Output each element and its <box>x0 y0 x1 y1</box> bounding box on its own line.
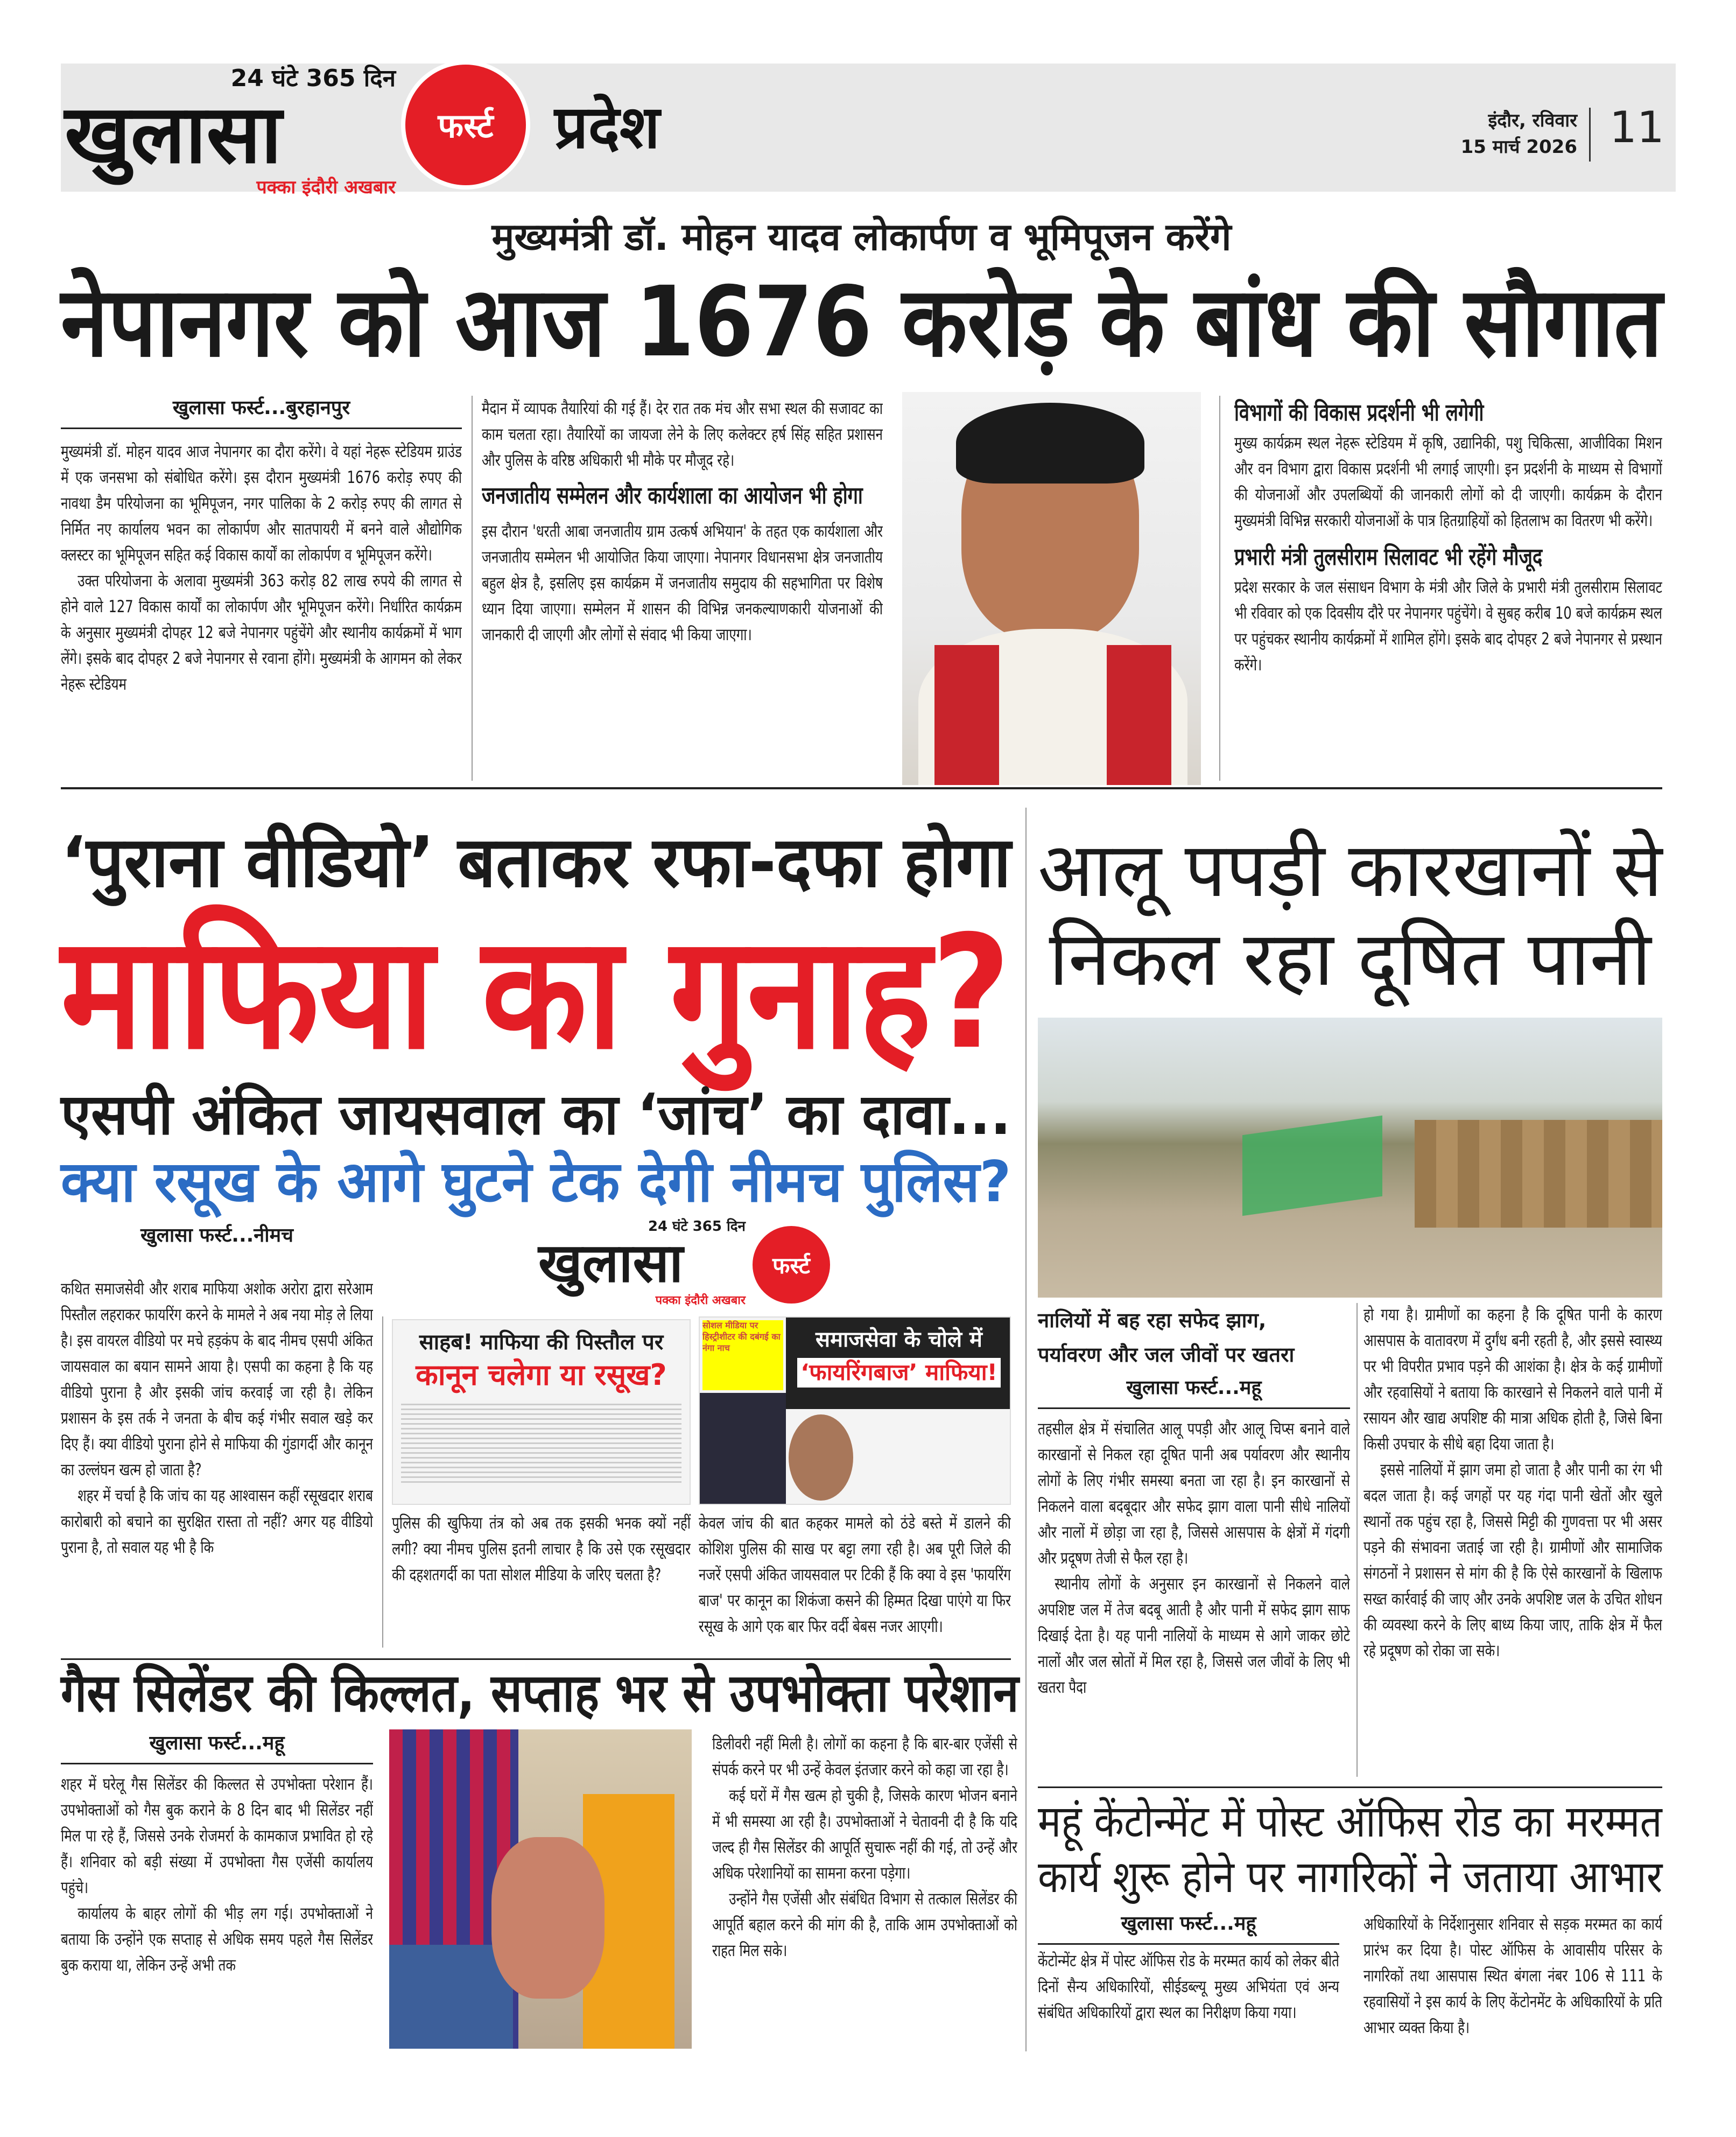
gas-byline: खुलासा फर्स्ट...महू <box>149 1732 285 1754</box>
lead-subhead-2: विभागों की विकास प्रदर्शनी भी लगेगी <box>1234 399 1484 426</box>
water-caption-2-box <box>1038 1337 1350 1372</box>
water-byline-box <box>1038 1376 1350 1409</box>
mafia-subhead-2: क्या रसूख के आगे घुटने टेक देगी नीमच पुलिस? <box>61 1149 1011 1215</box>
water-headline-1-box <box>1038 826 1663 914</box>
lead-col-2: मैदान में व्यापक तैयारियां की गई हैं। देर रात तक मंच और सभा स्थल की सजावट का काम चलता रहा। तैयारियों का जायजा लेने के लिए कलेक्टर हर्ष सिंह सहित प्रशासन और पुलिस के वरिष्ठ अधिकारी भी मौके पर मौजूद रहे। जनजातीय सम्मेलन और कार्यशाला का आयोजन भी होगा इस दौरान 'धरती आबा जनजातीय ग्राम उत्कर्ष अभियान' के तहत एक कार्यशाला और जनजातीय सम्मेलन भी आयोजित किया जाएगा। नेपानगर विधानसभा क्षेत्र जनजातीय बहुल क्षेत्र है, इसलिए इस कार्यक्रम में जनजातीय समुदाय की सहभागिता पर विशेष ध्यान दिया जाएगा। सम्मेलन में शासन की विभिन्न जनकल्याणकारी योजनाओं की जानकारी दी जाएगी और लोगों से संवाद भी किया जाएगा। <box>482 399 883 644</box>
page-number: 11 <box>1610 102 1664 152</box>
mhow-byline: खुलासा फर्स्ट...महू <box>1121 1912 1256 1935</box>
section-title: प्रदेश <box>554 93 660 162</box>
clipping-2-line1: समाजसेवा के चोले में <box>816 1327 982 1352</box>
logo-subtitle: पक्का इंदौरी अखबार <box>256 177 396 198</box>
clipping-2-line1-box <box>791 1326 1007 1354</box>
clipping-banner <box>786 1318 1011 1409</box>
inline-logo-wordmark: खुलासा <box>538 1231 683 1294</box>
column-divider <box>1219 396 1220 781</box>
gas-headline: गैस सिलेंडर की किल्लत, सप्ताह भर से उपभोक्ता परेशान <box>61 1663 1019 1724</box>
divider <box>1589 108 1591 162</box>
clipping-1 <box>392 1319 691 1505</box>
place-day: इंदौर, रविवार <box>1488 110 1577 131</box>
mafia-headline-top-box <box>61 821 1011 903</box>
chief-minister-photo <box>902 392 1201 785</box>
water-caption-1: नालियों में बह रहा सफेद झाग, <box>1038 1308 1267 1332</box>
clipping-2-line2: ‘फायरिंगबाज’ माफिया! <box>797 1358 1001 1388</box>
inline-logo-sub-box <box>592 1294 746 1307</box>
gas-cylinder-photo <box>389 1729 692 2049</box>
lead-col-4: विभागों की विकास प्रदर्शनी भी लगेगी मुख्य कार्यक्रम स्थल नेहरू स्टेडियम में कृषि, उद्यानिकी, पशु चिकित्सा, आजीविका मिशन और वन विभाग द्वारा विकास प्रदर्शनी भी लगाई जाएगी। इन प्रदर्शनी के माध्यम से विभागों की योजनाओं और उपलब्धियों की जानकारी लोगों को दी जाएगी। कार्यक्रम के दौरान मुख्यमंत्री विभिन्न सरकारी योजनाओं के पात्र हितग्राहियों को हितलाभ का वितरण भी करेंगे। प्रभारी मंत्री तुलसीराम सिलावट भी रहेंगे मौजूद प्रदेश सरकार के जल संसाधन विभाग के मंत्री और जिले के प्रभारी मंत्री तुलसीराम सिलावट भी रविवार को एक दिवसीय दौरे पर नेपानगर पहुंचेंगे। वे सुबह करीब 10 बजे कार्यक्रम स्थल पर पहुंचकर स्थानीय कार्यक्रमों में शामिल होंगे। इसके बाद दोपहर 2 बजे नेपानगर से प्रस्थान करेंगे। <box>1234 396 1662 783</box>
mhow-headline-1: महूं केंटोन्मेंट में पोस्ट ऑफिस रोड का मरम्मत <box>1038 1796 1662 1847</box>
mhow-col-1: केंटोन्मेंट क्षेत्र में पोस्ट ऑफिस रोड के मरम्मत कार्य को लेकर बीते दिनों सैन्य अधिकारियों, सीईडब्ल्यू मुख्य अभियंता एवं अन्य संबंधित अधिकारियों द्वारा स्थल का निरीक्षण किया गया। <box>1038 1951 1339 2022</box>
water-headline-2: निकल रहा दूषित पानी <box>1049 915 1651 1003</box>
mafia-headline-main: माफिया का गुनाह? <box>61 902 1011 1084</box>
lead-headline-box <box>61 266 1663 379</box>
water-col-2: हो गया है। ग्रामीणों का कहना है कि दूषित पानी के कारण आसपास के वातावरण में दुर्गंध बनी रहती है, और इससे स्वास्थ्य पर भी विपरीत प्रभाव पड़ने की आशंका है। क्षेत्र के कई ग्रामीणों और रहवासियों ने बताया कि कारखाने से निकलने वाले पानी में रसायन और खाद्य अपशिष्ट की मात्रा अधिक होती है, जिसे बिना किसी उपचार के सीधे बहा दिया जाता है। इससे नालियों में झाग जमा हो जाता है और पानी का रंग भी बदल जाता है। कई जगहों पर यह गंदा पानी खेतों और खुले स्थानों तक पहुंच रहा है, जिससे मिट्टी की गुणवत्ता पर भी असर पड़ने की संभावना जताई जा रही है। ग्रामीणों और सामाजिक संगठनों ने प्रशासन से मांग की है कि ऐसे कारखानों के खिलाफ सख्त कार्रवाई की जाए और उनके अपशिष्ट जल के उचित शोधन की व्यवस्था करने के लिए बाध्य किया जाए, ताकि क्षेत्र में फैल रहे प्रदूषण को रोका जा सके। <box>1364 1305 1662 1660</box>
clipping-1-line1: साहब! माफिया की पिस्तौल पर <box>419 1330 664 1355</box>
clipping-2-side: सोशल मीडिया पर हिस्ट्रीशीटर की दबंगई का नंगा नाच <box>702 1320 783 1390</box>
lead-col-1: मुख्यमंत्री डॉ. मोहन यादव आज नेपानगर का दौरा करेंगे। वे यहां नेहरू स्टेडियम ग्राउंड में एक जनसभा को संबोधित करेंगे। इस दौरान मुख्यमंत्री 1676 करोड़ रुपए की नावथा डैम परियोजना का भूमिपूजन, नगर पालिका के 2 करोड़ रुपए की लागत से निर्मित नए कार्यालय भवन का लोकार्पण और सातपायरी में बनने वाले औद्योगिक क्लस्टर का भूमिपूजन सहित कई विकास कार्यों का लोकार्पण व भूमिपूजन करेंगे। उक्त परियोजना के अलावा मुख्यमंत्री 363 करोड़ 82 लाख रुपये की लागत से होने वाले 127 विकास कार्यों का लोकार्पण और भूमिपूजन करेंगे। निर्धारित कार्यक्रम के अनुसार मुख्यमंत्री दोपहर 12 बजे नेपानगर पहुंचेंगे और स्थानीय कार्यक्रमों में भाग लेंगे। इसके बाद दोपहर 2 बजे नेपानगर से रवाना होंगे। मुख्यमंत्री के आगमन को लेकर नेहरू स्टेडियम <box>61 442 462 694</box>
section-divider <box>1038 1786 1662 1788</box>
water-headline-1: आलू पपड़ी कारखानों से <box>1038 826 1663 914</box>
clipping-portrait <box>789 1414 853 1501</box>
logo-wordmark-box <box>65 88 396 181</box>
portrait-scarf <box>934 645 999 785</box>
mhow-byline-box <box>1038 1911 1339 1945</box>
inline-logo-circle-text: फर्स्ट <box>772 1252 810 1279</box>
section-divider <box>61 787 1662 789</box>
logo-circle-text: फर्स्ट <box>438 106 494 145</box>
gas-col-1: शहर में घरेलू गैस सिलेंडर की किल्लत से उपभोक्ता परेशान हैं। उपभोक्ताओं को गैस बुक कराने के 8 दिन बाद भी सिलेंडर नहीं मिल पा रहे हैं, जिससे उनके रोजमर्रा के कामकाज प्रभावित हो रहे हैं। शनिवार को बड़ी संख्या में उपभोक्ता गैस एजेंसी कार्यालय पहुंचे। कार्यालय के बाहर लोगों की भीड़ लग गई। उपभोक्ताओं ने बताया कि उन्होंने एक सप्ताह से अधिक समय पहले गैस सिलेंडर बुक कराया था, लेकिन उन्हें अभी तक <box>61 1775 373 1975</box>
mafia-col-3: केवल जांच की बात कहकर मामले को ठंडे बस्ते में डालने की कोशिश पुलिस की साख पर बट्टा लगा रही है। अब पूरी जिले की नजरें एसपी अंकित जायसवाल पर टिकी हैं कि क्या वे इस 'फायरिंग बाज' पर कानून का शिकंजा कसने की हिम्मत दिखा पाएंगे या फिर रसूख के आगे एक बार फिर वर्दी बेबस नजर आएगी। <box>699 1514 1011 1636</box>
sacks <box>1415 1120 1662 1228</box>
column-divider <box>382 1316 383 1648</box>
lead-kicker: मुख्यमंत्री डॉ. मोहन यादव लोकार्पण व भूमिपूजन करेंगे <box>491 215 1232 259</box>
mafia-subhead-1-box <box>61 1082 1011 1147</box>
lead-subhead: जनजातीय सम्मेलन और कार्यशाला का आयोजन भी होगा <box>482 482 863 509</box>
gas-byline-box <box>61 1731 373 1764</box>
gas-col-2: डिलीवरी नहीं मिली है। लोगों का कहना है कि बार-बार एजेंसी से संपर्क करने पर भी उन्हें केवल इंतजार करने को कहा जा रहा है। कई घरों में गैस खत्म हो चुकी है, जिसके कारण भोजन बनाने में भी समस्या आ रही है। उपभोक्ताओं ने चेतावनी दी है कि यदि जल्द ही गैस सिलेंडर की आपूर्ति सुचारू नहीं की गई, तो उन्हें और अधिक परेशानियों का सामना करना पड़ेगा। उन्होंने गैस एजेंसी और संबंधित विभाग से तत्काल सिलेंडर की आपूर्ति बहाल करने की मांग की है, ताकि आम उपभोक्ताओं को राहत मिल सके। <box>712 1734 1017 1960</box>
water-caption-1-box <box>1038 1303 1350 1337</box>
mafia-col-2: पुलिस की खुफिया तंत्र को अब तक इसकी भनक क्यों नहीं लगी? क्या नीमच पुलिस इतनी लाचार है कि उसे एक रसूखदार की दहशतगर्दी का पता सोशल मीडिया के जरिए चलता है? <box>392 1514 691 1585</box>
lead-byline: खुलासा फर्स्ट...बुरहानपुर <box>172 397 350 419</box>
column-divider <box>1357 1303 1358 1777</box>
clipping-2 <box>699 1316 1011 1505</box>
water-headline-2-box <box>1038 915 1662 1003</box>
column-divider <box>1025 808 1027 2051</box>
water-caption <box>1038 1303 1350 1372</box>
lead-subhead-3: प्रभारी मंत्री तुलसीराम सिलावट भी रहेंगे मौजूद <box>1234 543 1543 571</box>
lead-kicker-box <box>61 213 1662 262</box>
logo-wordmark: खुलासा <box>65 88 282 181</box>
logo-circle <box>401 60 530 190</box>
mafia-col-1: कथित समाजसेवी और शराब माफिया अशोक अरोरा द्वारा सरेआम पिस्तौल लहराकर फायरिंग करने के मामले ने अब नया मोड़ ले लिया है। इस वायरल वीडियो पर मचे हड़कंप के बाद नीमच एसपी अंकित जायसवाल का बयान सामने आया है। एसपी का कहना है कि यह वीडियो पुराना है और इसकी जांच करवाई जा रही है। लेकिन प्रशासन के इस तर्क ने जनता के बीच कई गंभीर सवाल खड़े कर दिए हैं। क्या वीडियो पुराना होने से माफिया की गुंडागर्दी और कानून का उल्लंघन खत्म हो जाता है? शहर में चर्चा है कि जांच का यह आश्वासन कहीं रसूखदार शराब कारोबारी को बचाने का सुरक्षित रास्ता तो नहीं? अगर यह वीडियो पुराना है, तो सवाल यह भी है कि <box>61 1279 373 1557</box>
green-net <box>1242 1116 1382 1216</box>
mhow-headline <box>1038 1795 1662 1905</box>
mhow-headline-2: कार्य शुरू होने पर नागरिकों ने जताया आभार <box>1038 1851 1663 1903</box>
portrait-scarf <box>1107 645 1171 785</box>
inline-logo-circle <box>748 1222 834 1308</box>
mafia-subhead-1: एसपी अंकित जायसवाल का ‘जांच’ का दावा... <box>61 1082 1011 1147</box>
gas-cylinder <box>491 1837 605 1999</box>
inline-logo-wordmark-box <box>538 1231 746 1294</box>
factory-photo <box>1038 1018 1662 1298</box>
clipping-2-line2-box <box>791 1358 1007 1388</box>
mafia-subhead-2-box <box>61 1150 1011 1215</box>
clipping-photo <box>700 1393 786 1505</box>
jeans <box>389 1945 513 2049</box>
mafia-byline-box <box>61 1223 373 1255</box>
inline-logo <box>538 1219 840 1313</box>
clipping-1-line2-box <box>401 1356 681 1394</box>
logo-tagline: 24 घंटे 365 दिन <box>230 65 396 92</box>
gas-headline-box <box>61 1665 1019 1723</box>
mafia-headline-main-box <box>61 902 1011 1084</box>
lead-headline: नेपानगर को आज 1676 करोड़ के बांध की सौगात <box>61 266 1663 379</box>
dateline <box>1400 108 1577 161</box>
mafia-headline-top: ‘पुराना वीडियो’ बताकर रफा-दफा होगा <box>61 821 1011 903</box>
clipping-1-line2: कानून चलेगा या रसूख? <box>416 1358 667 1392</box>
mhow-col-2: अधिकारियों के निर्देशानुसार शनिवार से सड़क मरम्मत का कार्य प्रारंभ कर दिया है। पोस्ट ऑफिस के आवासीय परिसर के नागरिकों तथा आसपास स्थित बंगला नंबर 106 से 111 के रहवासियों ने इस कार्य के लिए केंटोनमेंट के अधिकारियों के प्रति आभार व्यक्त किया है। <box>1364 1915 1662 2037</box>
issue-date: 15 मार्च 2026 <box>1460 136 1577 158</box>
portrait-hair <box>956 403 1144 484</box>
inline-logo-tagline: 24 घंटे 365 दिन <box>648 1218 746 1235</box>
water-col-1: तहसील क्षेत्र में संचालित आलू पपड़ी और आलू चिप्स बनाने वाले कारखानों से निकल रहा दूषित पानी अब पर्यावरण और स्थानीय लोगों के लिए गंभीर समस्या बनता जा रहा है। इन कारखानों से निकलने वाला बदबूदार और सफेद झाग वाला पानी सीधे नालियों और नालों में छोड़ा जा रहा है, जिससे आसपास के क्षेत्रों में गंदगी और प्रदूषण तेजी से फैल रहा है। स्थानीय लोगों के अनुसार इन कारखानों से निकलने वाले अपशिष्ट जल में तेज बदबू आती है और पानी में सफेद झाग साफ दिखाई देता है। यह पानी नालियों के माध्यम से आगे जाकर छोटे नालों और जल स्रोतों में मिल रहा है, जिससे जल जीवों के लिए भी खतरा पैदा <box>1038 1419 1350 1697</box>
mhow-headline-2-box <box>1038 1850 1662 1905</box>
clipping-1-line1-box <box>401 1328 681 1356</box>
section-divider <box>61 1658 1011 1660</box>
clipping-text-block <box>401 1402 681 1483</box>
lead-byline-box <box>61 396 462 429</box>
column-divider <box>472 396 473 781</box>
logo-subtitle-box <box>178 178 396 198</box>
mhow-headline-1-box <box>1038 1795 1662 1850</box>
mafia-byline: खुलासा फर्स्ट...नीमच <box>140 1224 293 1246</box>
inline-logo-sub: पक्का इंदौरी अखबार <box>655 1294 746 1307</box>
water-caption-2: पर्यावरण और जल जीवों पर खतरा <box>1038 1343 1295 1367</box>
water-byline: खुलासा फर्स्ट...महू <box>1126 1377 1262 1399</box>
